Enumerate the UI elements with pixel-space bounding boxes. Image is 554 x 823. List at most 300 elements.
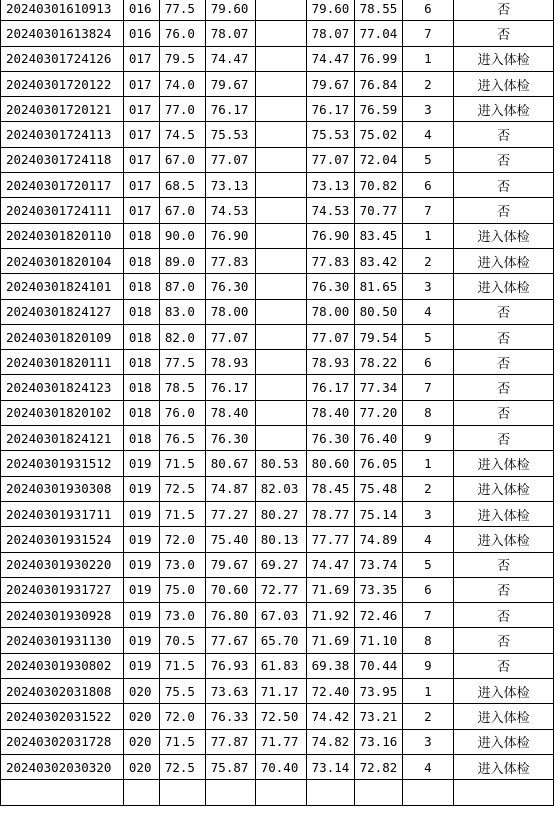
interview-score-b-cell: [255, 375, 306, 400]
total-score-cell: 76.84: [354, 71, 402, 96]
interview-avg-cell: 71.69: [306, 628, 354, 653]
rank-cell: 4: [402, 527, 454, 552]
written-score-cell: 76.0: [159, 21, 205, 46]
interview-score-a-cell: 76.80: [205, 603, 255, 628]
rank-cell: 1: [402, 679, 454, 704]
interview-score-a-cell: 75.40: [205, 527, 255, 552]
table-row: [1, 729, 554, 754]
rank-cell: 3: [402, 501, 454, 526]
interview-score-a-cell: 73.63: [205, 679, 255, 704]
table-row: [1, 577, 554, 602]
physical-exam-status-cell: 否: [454, 350, 554, 375]
interview-avg-cell: 77.07: [306, 147, 354, 172]
written-score-cell: 75.5: [159, 679, 205, 704]
total-score-cell: 75.14: [354, 501, 402, 526]
written-score-cell: 74.0: [159, 71, 205, 96]
total-score-cell: 78.22: [354, 350, 402, 375]
physical-exam-status-cell: 否: [454, 375, 554, 400]
table-row: [1, 97, 554, 122]
interview-score-a-cell: 78.93: [205, 350, 255, 375]
physical-exam-status-cell: 否: [454, 21, 554, 46]
written-score-cell: 72.5: [159, 476, 205, 501]
rank-cell: 8: [402, 628, 454, 653]
written-score-cell: 76.0: [159, 400, 205, 425]
written-score-cell: [159, 780, 205, 805]
interview-score-a-cell: 77.27: [205, 501, 255, 526]
rank-cell: 9: [402, 653, 454, 678]
interview-avg-cell: 76.17: [306, 375, 354, 400]
interview-score-b-cell: [255, 400, 306, 425]
exam-id-cell: 20240301820109: [1, 324, 124, 349]
physical-exam-status-cell: 进入体检: [454, 729, 554, 754]
total-score-cell: 76.40: [354, 426, 402, 451]
exam-id-cell: 20240301820110: [1, 223, 124, 248]
interview-score-b-cell: [255, 274, 306, 299]
physical-exam-status-cell: 否: [454, 173, 554, 198]
interview-score-a-cell: 75.53: [205, 122, 255, 147]
interview-score-b-cell: [255, 223, 306, 248]
written-score-cell: 71.5: [159, 653, 205, 678]
interview-avg-cell: 76.17: [306, 97, 354, 122]
position-code-cell: 017: [123, 173, 159, 198]
exam-id-cell: 20240301931512: [1, 451, 124, 476]
interview-score-b-cell: [255, 147, 306, 172]
interview-avg-cell: 78.00: [306, 299, 354, 324]
position-code-cell: 016: [123, 21, 159, 46]
physical-exam-status-cell: 否: [454, 122, 554, 147]
exam-id-cell: 20240301931130: [1, 628, 124, 653]
interview-score-b-cell: [255, 0, 306, 21]
total-score-cell: 73.74: [354, 552, 402, 577]
physical-exam-status-cell: 否: [454, 603, 554, 628]
interview-score-b-cell: 69.27: [255, 552, 306, 577]
written-score-cell: 72.0: [159, 704, 205, 729]
interview-score-b-cell: [255, 299, 306, 324]
total-score-cell: 73.95: [354, 679, 402, 704]
rank-cell: 7: [402, 603, 454, 628]
interview-avg-cell: 73.13: [306, 173, 354, 198]
table-row: [1, 46, 554, 71]
table-row: [1, 248, 554, 273]
table-row: [1, 400, 554, 425]
rank-cell: 2: [402, 248, 454, 273]
interview-score-a-cell: 79.60: [205, 0, 255, 21]
rank-cell: 4: [402, 299, 454, 324]
physical-exam-status-cell: 进入体检: [454, 679, 554, 704]
table-row: [1, 527, 554, 552]
position-code-cell: 017: [123, 71, 159, 96]
written-score-cell: 71.5: [159, 501, 205, 526]
physical-exam-status-cell: 进入体检: [454, 97, 554, 122]
position-code-cell: 020: [123, 704, 159, 729]
interview-avg-cell: 76.30: [306, 274, 354, 299]
physical-exam-status-cell: 进入体检: [454, 71, 554, 96]
written-score-cell: 77.0: [159, 97, 205, 122]
results-table-body: [1, 0, 554, 805]
exam-id-cell: 20240301824123: [1, 375, 124, 400]
exam-id-cell: 20240301610913: [1, 0, 124, 21]
table-row: [1, 198, 554, 223]
interview-avg-cell: 75.53: [306, 122, 354, 147]
table-row: [1, 603, 554, 628]
physical-exam-status-cell: 进入体检: [454, 476, 554, 501]
physical-exam-status-cell: 进入体检: [454, 527, 554, 552]
total-score-cell: 72.46: [354, 603, 402, 628]
interview-avg-cell: 77.77: [306, 527, 354, 552]
interview-score-a-cell: 78.07: [205, 21, 255, 46]
exam-id-cell: 20240301931524: [1, 527, 124, 552]
total-score-cell: 79.54: [354, 324, 402, 349]
table-row: [1, 653, 554, 678]
physical-exam-status-cell: 否: [454, 324, 554, 349]
physical-exam-status-cell: 进入体检: [454, 248, 554, 273]
interview-score-b-cell: [255, 198, 306, 223]
position-code-cell: 017: [123, 147, 159, 172]
interview-score-a-cell: 73.13: [205, 173, 255, 198]
total-score-cell: 83.42: [354, 248, 402, 273]
physical-exam-status-cell: 进入体检: [454, 501, 554, 526]
interview-score-a-cell: 79.67: [205, 71, 255, 96]
position-code-cell: 017: [123, 198, 159, 223]
total-score-cell: 78.55: [354, 0, 402, 21]
table-row: [1, 704, 554, 729]
interview-avg-cell: 80.60: [306, 451, 354, 476]
position-code-cell: 018: [123, 350, 159, 375]
rank-cell: 2: [402, 476, 454, 501]
interview-avg-cell: 73.14: [306, 754, 354, 779]
total-score-cell: 80.50: [354, 299, 402, 324]
written-score-cell: 90.0: [159, 223, 205, 248]
interview-avg-cell: 79.67: [306, 71, 354, 96]
interview-score-b-cell: [255, 324, 306, 349]
interview-score-a-cell: 76.30: [205, 426, 255, 451]
total-score-cell: 75.02: [354, 122, 402, 147]
position-code-cell: 018: [123, 324, 159, 349]
exam-id-cell: 20240301930928: [1, 603, 124, 628]
rank-cell: 1: [402, 451, 454, 476]
position-code-cell: 019: [123, 527, 159, 552]
rank-cell: 4: [402, 122, 454, 147]
physical-exam-status-cell: 否: [454, 0, 554, 21]
total-score-cell: 76.59: [354, 97, 402, 122]
exam-id-cell: 20240302031522: [1, 704, 124, 729]
interview-score-b-cell: 80.27: [255, 501, 306, 526]
written-score-cell: 70.5: [159, 628, 205, 653]
interview-avg-cell: 74.42: [306, 704, 354, 729]
total-score-cell: 72.82: [354, 754, 402, 779]
exam-id-cell: 20240301720117: [1, 173, 124, 198]
table-row: [1, 754, 554, 779]
physical-exam-status-cell: 进入体检: [454, 223, 554, 248]
position-code-cell: 019: [123, 451, 159, 476]
written-score-cell: 77.5: [159, 350, 205, 375]
written-score-cell: 72.0: [159, 527, 205, 552]
written-score-cell: 77.5: [159, 0, 205, 21]
rank-cell: 1: [402, 223, 454, 248]
interview-score-a-cell: 75.87: [205, 754, 255, 779]
interview-score-b-cell: 65.70: [255, 628, 306, 653]
interview-score-b-cell: [255, 46, 306, 71]
rank-cell: 6: [402, 173, 454, 198]
exam-id-cell: 20240302030320: [1, 754, 124, 779]
interview-score-b-cell: [255, 122, 306, 147]
interview-score-b-cell: 71.17: [255, 679, 306, 704]
interview-score-a-cell: 76.30: [205, 274, 255, 299]
table-row: [1, 223, 554, 248]
interview-score-a-cell: 78.00: [205, 299, 255, 324]
exam-id-cell: 20240301931727: [1, 577, 124, 602]
rank-cell: 7: [402, 21, 454, 46]
interview-avg-cell: 77.07: [306, 324, 354, 349]
written-score-cell: 87.0: [159, 274, 205, 299]
total-score-cell: 81.65: [354, 274, 402, 299]
interview-avg-cell: 71.69: [306, 577, 354, 602]
exam-id-cell: [1, 780, 124, 805]
position-code-cell: 018: [123, 400, 159, 425]
position-code-cell: 019: [123, 603, 159, 628]
exam-id-cell: 20240301724118: [1, 147, 124, 172]
interview-score-a-cell: 77.67: [205, 628, 255, 653]
position-code-cell: 017: [123, 46, 159, 71]
interview-score-a-cell: [205, 780, 255, 805]
written-score-cell: 67.0: [159, 198, 205, 223]
rank-cell: 6: [402, 577, 454, 602]
position-code-cell: 020: [123, 729, 159, 754]
interview-score-a-cell: 80.67: [205, 451, 255, 476]
exam-id-cell: 20240301720121: [1, 97, 124, 122]
table-row: [1, 350, 554, 375]
interview-avg-cell: 76.30: [306, 426, 354, 451]
exam-id-cell: 20240301720122: [1, 71, 124, 96]
table-row: [1, 426, 554, 451]
total-score-cell: 77.04: [354, 21, 402, 46]
rank-cell: 7: [402, 198, 454, 223]
written-score-cell: 67.0: [159, 147, 205, 172]
written-score-cell: 89.0: [159, 248, 205, 273]
rank-cell: 9: [402, 426, 454, 451]
table-row: [1, 679, 554, 704]
total-score-cell: 77.20: [354, 400, 402, 425]
interview-score-a-cell: 77.07: [205, 147, 255, 172]
physical-exam-status-cell: [454, 780, 554, 805]
position-code-cell: 020: [123, 754, 159, 779]
interview-score-b-cell: [255, 173, 306, 198]
written-score-cell: 73.0: [159, 552, 205, 577]
table-row: [1, 274, 554, 299]
table-row: [1, 501, 554, 526]
written-score-cell: 82.0: [159, 324, 205, 349]
interview-score-b-cell: [255, 350, 306, 375]
interview-score-b-cell: 67.03: [255, 603, 306, 628]
physical-exam-status-cell: 否: [454, 653, 554, 678]
interview-score-b-cell: 70.40: [255, 754, 306, 779]
interview-avg-cell: 74.53: [306, 198, 354, 223]
rank-cell: 4: [402, 754, 454, 779]
physical-exam-status-cell: 否: [454, 426, 554, 451]
exam-id-cell: 20240301824121: [1, 426, 124, 451]
interview-score-b-cell: 80.13: [255, 527, 306, 552]
position-code-cell: 019: [123, 577, 159, 602]
physical-exam-status-cell: 否: [454, 198, 554, 223]
interview-score-a-cell: 76.33: [205, 704, 255, 729]
table-row: [1, 780, 554, 805]
interview-score-b-cell: [255, 780, 306, 805]
exam-id-cell: 20240301824101: [1, 274, 124, 299]
table-row: [1, 324, 554, 349]
position-code-cell: 017: [123, 122, 159, 147]
interview-score-a-cell: 74.47: [205, 46, 255, 71]
table-row: [1, 71, 554, 96]
exam-id-cell: 20240301820111: [1, 350, 124, 375]
rank-cell: 7: [402, 375, 454, 400]
rank-cell: 6: [402, 350, 454, 375]
table-row: [1, 21, 554, 46]
total-score-cell: 73.21: [354, 704, 402, 729]
rank-cell: 5: [402, 324, 454, 349]
interview-avg-cell: 76.90: [306, 223, 354, 248]
interview-avg-cell: 78.77: [306, 501, 354, 526]
table-row: [1, 476, 554, 501]
rank-cell: 5: [402, 552, 454, 577]
interview-avg-cell: 78.07: [306, 21, 354, 46]
interview-avg-cell: 69.38: [306, 653, 354, 678]
physical-exam-status-cell: 否: [454, 147, 554, 172]
written-score-cell: 72.5: [159, 754, 205, 779]
table-row: [1, 0, 554, 21]
position-code-cell: [123, 780, 159, 805]
position-code-cell: 018: [123, 248, 159, 273]
physical-exam-status-cell: 否: [454, 628, 554, 653]
interview-avg-cell: 74.82: [306, 729, 354, 754]
physical-exam-status-cell: 否: [454, 299, 554, 324]
physical-exam-status-cell: 进入体检: [454, 46, 554, 71]
total-score-cell: 76.99: [354, 46, 402, 71]
interview-score-a-cell: 76.17: [205, 375, 255, 400]
interview-score-b-cell: [255, 71, 306, 96]
position-code-cell: 020: [123, 679, 159, 704]
interview-score-a-cell: 76.90: [205, 223, 255, 248]
interview-avg-cell: 78.40: [306, 400, 354, 425]
rank-cell: 2: [402, 704, 454, 729]
exam-id-cell: 20240301930220: [1, 552, 124, 577]
interview-score-a-cell: 70.60: [205, 577, 255, 602]
interview-avg-cell: 74.47: [306, 46, 354, 71]
rank-cell: 3: [402, 97, 454, 122]
position-code-cell: 018: [123, 299, 159, 324]
rank-cell: 1: [402, 46, 454, 71]
interview-avg-cell: 74.47: [306, 552, 354, 577]
written-score-cell: 79.5: [159, 46, 205, 71]
total-score-cell: 77.34: [354, 375, 402, 400]
written-score-cell: 83.0: [159, 299, 205, 324]
interview-score-b-cell: [255, 248, 306, 273]
exam-id-cell: 20240302031728: [1, 729, 124, 754]
table-row: [1, 552, 554, 577]
total-score-cell: 76.05: [354, 451, 402, 476]
interview-avg-cell: 77.83: [306, 248, 354, 273]
interview-score-a-cell: 77.83: [205, 248, 255, 273]
table-row: [1, 628, 554, 653]
interview-score-a-cell: 74.53: [205, 198, 255, 223]
written-score-cell: 71.5: [159, 729, 205, 754]
table-row: [1, 122, 554, 147]
physical-exam-status-cell: 否: [454, 577, 554, 602]
position-code-cell: 018: [123, 274, 159, 299]
interview-score-a-cell: 77.07: [205, 324, 255, 349]
exam-id-cell: 20240301613824: [1, 21, 124, 46]
position-code-cell: 019: [123, 476, 159, 501]
rank-cell: 8: [402, 400, 454, 425]
total-score-cell: 75.48: [354, 476, 402, 501]
position-code-cell: 018: [123, 223, 159, 248]
exam-id-cell: 20240301930802: [1, 653, 124, 678]
total-score-cell: 72.04: [354, 147, 402, 172]
physical-exam-status-cell: 否: [454, 552, 554, 577]
interview-score-a-cell: 74.87: [205, 476, 255, 501]
total-score-cell: 74.89: [354, 527, 402, 552]
interview-score-b-cell: 82.03: [255, 476, 306, 501]
total-score-cell: 70.77: [354, 198, 402, 223]
exam-id-cell: 20240301931711: [1, 501, 124, 526]
total-score-cell: 70.82: [354, 173, 402, 198]
interview-avg-cell: 78.45: [306, 476, 354, 501]
rank-cell: 6: [402, 0, 454, 21]
total-score-cell: 70.44: [354, 653, 402, 678]
exam-id-cell: 20240302031808: [1, 679, 124, 704]
position-code-cell: 018: [123, 426, 159, 451]
rank-cell: [402, 780, 454, 805]
interview-score-a-cell: 78.40: [205, 400, 255, 425]
table-row: [1, 299, 554, 324]
written-score-cell: 73.0: [159, 603, 205, 628]
interview-score-a-cell: 79.67: [205, 552, 255, 577]
physical-exam-status-cell: 进入体检: [454, 451, 554, 476]
written-score-cell: 75.0: [159, 577, 205, 602]
position-code-cell: 018: [123, 375, 159, 400]
interview-avg-cell: 72.40: [306, 679, 354, 704]
interview-avg-cell: [306, 780, 354, 805]
table-row: [1, 451, 554, 476]
interview-score-b-cell: [255, 97, 306, 122]
interview-score-b-cell: [255, 21, 306, 46]
rank-cell: 2: [402, 71, 454, 96]
interview-score-b-cell: 80.53: [255, 451, 306, 476]
written-score-cell: 74.5: [159, 122, 205, 147]
total-score-cell: 73.35: [354, 577, 402, 602]
table-row: [1, 375, 554, 400]
table-row: [1, 147, 554, 172]
interview-score-a-cell: 76.17: [205, 97, 255, 122]
written-score-cell: 68.5: [159, 173, 205, 198]
rank-cell: 3: [402, 274, 454, 299]
position-code-cell: 019: [123, 552, 159, 577]
rank-cell: 5: [402, 147, 454, 172]
exam-id-cell: 20240301930308: [1, 476, 124, 501]
rank-cell: 3: [402, 729, 454, 754]
interview-score-b-cell: 72.50: [255, 704, 306, 729]
position-code-cell: 019: [123, 628, 159, 653]
position-code-cell: 019: [123, 501, 159, 526]
exam-id-cell: 20240301820102: [1, 400, 124, 425]
interview-avg-cell: 79.60: [306, 0, 354, 21]
exam-id-cell: 20240301724113: [1, 122, 124, 147]
physical-exam-status-cell: 进入体检: [454, 754, 554, 779]
written-score-cell: 76.5: [159, 426, 205, 451]
interview-avg-cell: 78.93: [306, 350, 354, 375]
table-row: [1, 173, 554, 198]
position-code-cell: 019: [123, 653, 159, 678]
interview-score-a-cell: 77.87: [205, 729, 255, 754]
